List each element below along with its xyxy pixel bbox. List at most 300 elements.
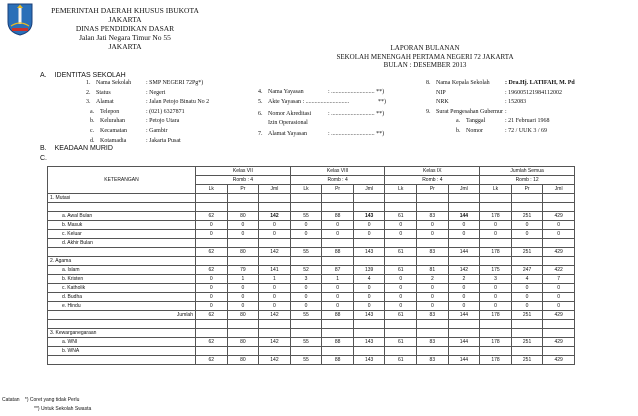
value-cell: 0 [196,302,228,311]
id-no: a. [456,117,461,124]
value-cell: 0 [448,302,480,311]
table-cell [480,329,512,338]
value-cell [480,239,512,248]
student-table [47,166,575,365]
value-cell: 178 [480,338,512,347]
value-cell: 144 [448,248,480,257]
id-label: Nomor Akreditasi [268,110,312,117]
value-cell [290,347,322,356]
value-cell: 142 [259,338,291,347]
row-label: a. Awal Bulan [48,212,196,221]
value-cell: 429 [543,311,575,320]
value-cell: 0 [290,221,322,230]
value-cell: 83 [417,311,449,320]
value-cell: 429 [543,212,575,221]
value-cell [196,239,228,248]
spacer-cell [385,320,417,329]
value-cell: 0 [511,284,543,293]
section-label: 2. Agama [48,257,196,266]
spacer-cell [511,320,543,329]
value-cell: 55 [290,356,322,365]
value-cell: 55 [290,311,322,320]
table-cell [511,329,543,338]
table-cell [448,257,480,266]
spacer-cell [259,320,291,329]
value-cell: 0 [259,302,291,311]
value-cell: 61 [385,311,417,320]
value-cell: 0 [353,221,385,230]
value-cell [259,239,291,248]
row-label: b. Kristen [48,275,196,284]
value-cell: 143 [353,248,385,257]
id-value: : Jalan Petojo Binatu No 2 [146,99,210,105]
id-no: 3. [86,99,91,105]
data-row [48,248,575,257]
id-value: : (021) 6327871 [146,109,185,115]
value-cell: 144 [448,212,480,221]
value-cell [543,347,575,356]
value-cell: 0 [227,221,259,230]
data-row [48,311,575,320]
value-cell: 61 [385,266,417,275]
spacer-cell [196,203,228,212]
data-row [48,347,575,356]
section-row [48,257,575,266]
value-cell: 0 [196,284,228,293]
value-cell: 88 [322,212,354,221]
spacer-cell [448,320,480,329]
value-cell: 62 [196,356,228,365]
value-cell: 251 [511,338,543,347]
value-cell: 80 [227,212,259,221]
value-cell [448,347,480,356]
value-cell: 0 [259,293,291,302]
table-cell [227,329,259,338]
value-cell: 0 [322,293,354,302]
value-cell: 0 [227,302,259,311]
value-cell: 62 [196,212,228,221]
identity-col-3 [426,80,626,137]
value-cell: 0 [417,230,449,239]
id-value: : ............................. **) [328,89,385,95]
value-cell [196,347,228,356]
row-label: c. Keluar [48,230,196,239]
value-cell: 0 [480,302,512,311]
value-cell: 0 [227,284,259,293]
id-label: Izin Operasional [268,119,308,126]
id-label: Nama Sekolah [96,80,132,86]
value-cell: 0 [322,284,354,293]
sub-header: Jml [448,185,480,194]
value-cell: 0 [448,221,480,230]
id-value: : 196005121984112002 [505,89,562,96]
value-cell: 0 [290,302,322,311]
table-cell [322,329,354,338]
table-cell [543,257,575,266]
value-cell: 1 [322,275,354,284]
id-no: 2. [86,89,91,96]
id-label: Surat Pengesahan Gubernur [436,108,503,115]
value-cell: 61 [385,212,417,221]
id-no: 7. [258,130,263,137]
table-cell [417,257,449,266]
value-cell: 0 [353,230,385,239]
value-cell: 142 [448,266,480,275]
value-cell: 0 [259,230,291,239]
value-cell: 141 [259,266,291,275]
id-value: : SMP NEGERI 72Pg*) [146,80,204,86]
section-b-title: KEADAAN MURID [54,145,113,152]
table-cell [353,329,385,338]
value-cell: 55 [290,338,322,347]
spacer-cell [227,320,259,329]
value-cell: 143 [353,311,385,320]
id-value: : 72 / UUK 3 / 69 [505,127,547,134]
value-cell: 0 [322,230,354,239]
notes-label: Catatan [2,397,20,403]
note-2: **) Untuk Sekolah Swasta [34,406,92,412]
id-no: 9. [426,108,431,115]
value-cell: 0 [480,230,512,239]
data-row [48,293,575,302]
spacer-cell [353,203,385,212]
value-cell: 251 [511,248,543,257]
value-cell: 0 [259,284,291,293]
value-cell: 142 [259,356,291,365]
romb-header: Romb : 4 [196,176,291,185]
value-cell [417,347,449,356]
id-label: Nomor [466,127,483,134]
value-cell: 0 [290,230,322,239]
section-label: 1. Mutasi [48,194,196,203]
id-value: : ............................. **) [328,110,385,117]
value-cell: 251 [511,356,543,365]
value-cell: 251 [511,311,543,320]
value-cell: 0 [417,293,449,302]
gov-name: PEMERINTAH DAERAH KHUSUS IBUKOTA [51,6,199,15]
value-cell: 178 [480,248,512,257]
spacer-cell [417,203,449,212]
row-label: a. WNI [48,338,196,347]
value-cell: 0 [385,284,417,293]
romb-header: Romb : 12 [480,176,575,185]
id-value: : [505,108,507,115]
data-row [48,338,575,347]
value-cell [385,239,417,248]
value-cell [385,347,417,356]
data-row [48,302,575,311]
value-cell: 3 [480,275,512,284]
table-cell [227,257,259,266]
value-cell: 143 [353,356,385,365]
value-cell: 0 [480,293,512,302]
id-no: c. [90,128,95,134]
section-b-heading [40,145,113,152]
value-cell: 80 [227,311,259,320]
table-cell [543,194,575,203]
class-group-header: Kelas VII [196,167,291,176]
value-cell: 0 [196,275,228,284]
value-cell: 61 [385,338,417,347]
spacer-cell [322,320,354,329]
value-cell [290,239,322,248]
row-label: d. Akhir Bulan [48,239,196,248]
data-row [48,239,575,248]
value-cell: 83 [417,356,449,365]
id-label: Alamat [96,99,114,105]
id-label: NRK [436,99,449,105]
id-no: 1. [86,80,91,86]
table-cell [448,329,480,338]
value-cell: 0 [511,221,543,230]
id-value: : Jakarta Pusat [146,137,181,144]
table-cell [385,257,417,266]
id-value: : ............................. **) [328,130,385,137]
row-label: Jumlah [48,311,196,320]
id-label: Nama Kepala Sekolah [436,80,490,86]
value-cell: 143 [353,212,385,221]
value-cell: 0 [227,230,259,239]
note-1: *) Coret yang tidak Perlu [24,397,80,403]
table-cell [353,257,385,266]
id-label: Kotamadia [100,137,127,144]
identity-col-2 [258,89,428,140]
table-cell [196,194,228,203]
notes [2,397,79,403]
value-cell [259,347,291,356]
row-label [48,356,196,365]
section-row [48,329,575,338]
gov-city: JAKARTA [108,15,142,24]
data-row [48,212,575,221]
id-value: : Negeri [146,89,166,96]
spacer-cell [543,320,575,329]
value-cell: 0 [511,302,543,311]
data-row [48,221,575,230]
header-block [40,6,210,51]
id-label: NIP [436,89,446,96]
id-label: Status [96,89,111,96]
spacer-cell [480,320,512,329]
table-cell [322,257,354,266]
value-cell: 0 [417,284,449,293]
spacer-cell [417,320,449,329]
value-cell: 0 [448,230,480,239]
section-row [48,194,575,203]
id-no: 5. [258,98,263,105]
value-cell: 143 [353,338,385,347]
table-cell [385,194,417,203]
spacer-cell [227,203,259,212]
value-cell: 0 [448,284,480,293]
spacer-cell [259,203,291,212]
department-city: JAKARTA [108,42,142,51]
value-cell: 0 [448,293,480,302]
sub-header: Pr [511,185,543,194]
row-label: b. WNA [48,347,196,356]
table-cell [385,329,417,338]
value-cell: 429 [543,248,575,257]
row-label [48,248,196,257]
value-cell: 80 [227,338,259,347]
value-cell [448,239,480,248]
value-cell: 0 [385,293,417,302]
value-cell [511,239,543,248]
value-cell: 142 [259,248,291,257]
value-cell: 0 [385,230,417,239]
table-cell [511,194,543,203]
row-label: b. Masuk [48,221,196,230]
id-no: d. [90,137,95,144]
report-school: SEKOLAH MENENGAH PERTAMA NEGERI 72 JAKARTA [336,52,514,61]
notes-2 [34,406,91,412]
keterangan-header: KETERANGAN [48,167,196,194]
sub-header: Lk [196,185,228,194]
value-cell: 0 [511,230,543,239]
value-cell: 0 [353,293,385,302]
student-table-body [48,167,575,365]
value-cell [480,347,512,356]
table-cell [290,194,322,203]
value-cell: 1 [227,275,259,284]
data-row [48,356,575,365]
value-cell [353,239,385,248]
value-cell: 429 [543,356,575,365]
table-header-row [48,167,575,176]
sub-header: Jml [543,185,575,194]
value-cell: 88 [322,356,354,365]
table-cell [543,329,575,338]
report-title-block [320,44,530,70]
table-cell [259,257,291,266]
class-group-header: Kelas IX [385,167,480,176]
value-cell: 0 [259,221,291,230]
data-row [48,284,575,293]
value-cell [322,347,354,356]
value-cell [511,347,543,356]
value-cell: 251 [511,212,543,221]
value-cell: 62 [196,248,228,257]
value-cell: 80 [227,356,259,365]
value-cell: 0 [511,293,543,302]
value-cell: 52 [290,266,322,275]
id-label: Alamat Yayasan [268,130,307,137]
id-no: a. [90,109,95,115]
value-cell: 144 [448,311,480,320]
identity-col-1 [86,80,256,147]
sub-header: Jml [353,185,385,194]
table-cell [227,194,259,203]
spacer-cell [353,320,385,329]
table-cell [196,329,228,338]
value-cell: 83 [417,338,449,347]
value-cell: 0 [543,293,575,302]
value-cell: 0 [227,293,259,302]
jakarta-emblem-icon [6,2,34,36]
spacer-row [48,203,575,212]
value-cell: 0 [543,221,575,230]
section-a-heading [40,72,126,79]
id-label: Nama Yayasan [268,89,304,95]
table-cell [511,257,543,266]
class-group-header: Jumlah Semua [480,167,575,176]
data-row [48,266,575,275]
data-row [48,230,575,239]
spacer-cell [448,203,480,212]
section-a-title: IDENTITAS SEKOLAH [54,72,126,79]
value-cell: 0 [322,302,354,311]
section-a-letter: A. [40,72,47,79]
value-cell: 80 [227,248,259,257]
spacer-cell [48,203,196,212]
spacer-row [48,320,575,329]
id-label: Akte Yayasan : ............................. [268,98,350,105]
value-cell: 0 [543,284,575,293]
value-cell: 0 [417,302,449,311]
section-label: 3. Kewarganegaraan [48,329,196,338]
sub-header: Lk [385,185,417,194]
value-cell: 178 [480,212,512,221]
table-cell [480,257,512,266]
id-no: 8. [426,80,431,86]
value-cell: 83 [417,212,449,221]
id-value: : 152083 [505,99,527,105]
spacer-cell [543,203,575,212]
value-cell: 142 [259,311,291,320]
value-cell: 7 [543,275,575,284]
sub-header: Pr [322,185,354,194]
romb-header: Romb : 4 [290,176,385,185]
value-cell: 3 [290,275,322,284]
spacer-cell [290,203,322,212]
id-label: Tanggal [466,117,486,124]
value-cell: 79 [227,266,259,275]
class-group-header: Kelas VIII [290,167,385,176]
spacer-cell [385,203,417,212]
value-cell: 0 [543,302,575,311]
department-address: Jalan Jati Negara Timur No 55 [79,33,171,42]
value-cell: 61 [385,356,417,365]
value-cell: 178 [480,311,512,320]
value-cell [227,347,259,356]
value-cell [417,239,449,248]
value-cell: 0 [196,221,228,230]
value-cell: 88 [322,248,354,257]
value-cell: 0 [480,221,512,230]
table-cell [448,194,480,203]
table-cell [259,329,291,338]
value-cell: 429 [543,338,575,347]
value-cell: 0 [543,230,575,239]
spacer-cell [511,203,543,212]
id-no: 4. [258,89,263,95]
report-month: BULAN : DESEMBER 2013 [383,61,467,69]
value-cell [227,239,259,248]
report-title: LAPORAN BULANAN [390,44,460,52]
row-label: d. Budha [48,293,196,302]
value-cell: 62 [196,311,228,320]
value-cell: 175 [480,266,512,275]
value-cell: 142 [259,212,291,221]
row-label: a. Islam [48,266,196,275]
value-cell: 88 [322,338,354,347]
value-cell [353,347,385,356]
value-cell: 0 [290,293,322,302]
value-cell: 0 [322,221,354,230]
value-cell: 422 [543,266,575,275]
id-no: 6. [258,110,263,117]
row-label: e. Hindu [48,302,196,311]
